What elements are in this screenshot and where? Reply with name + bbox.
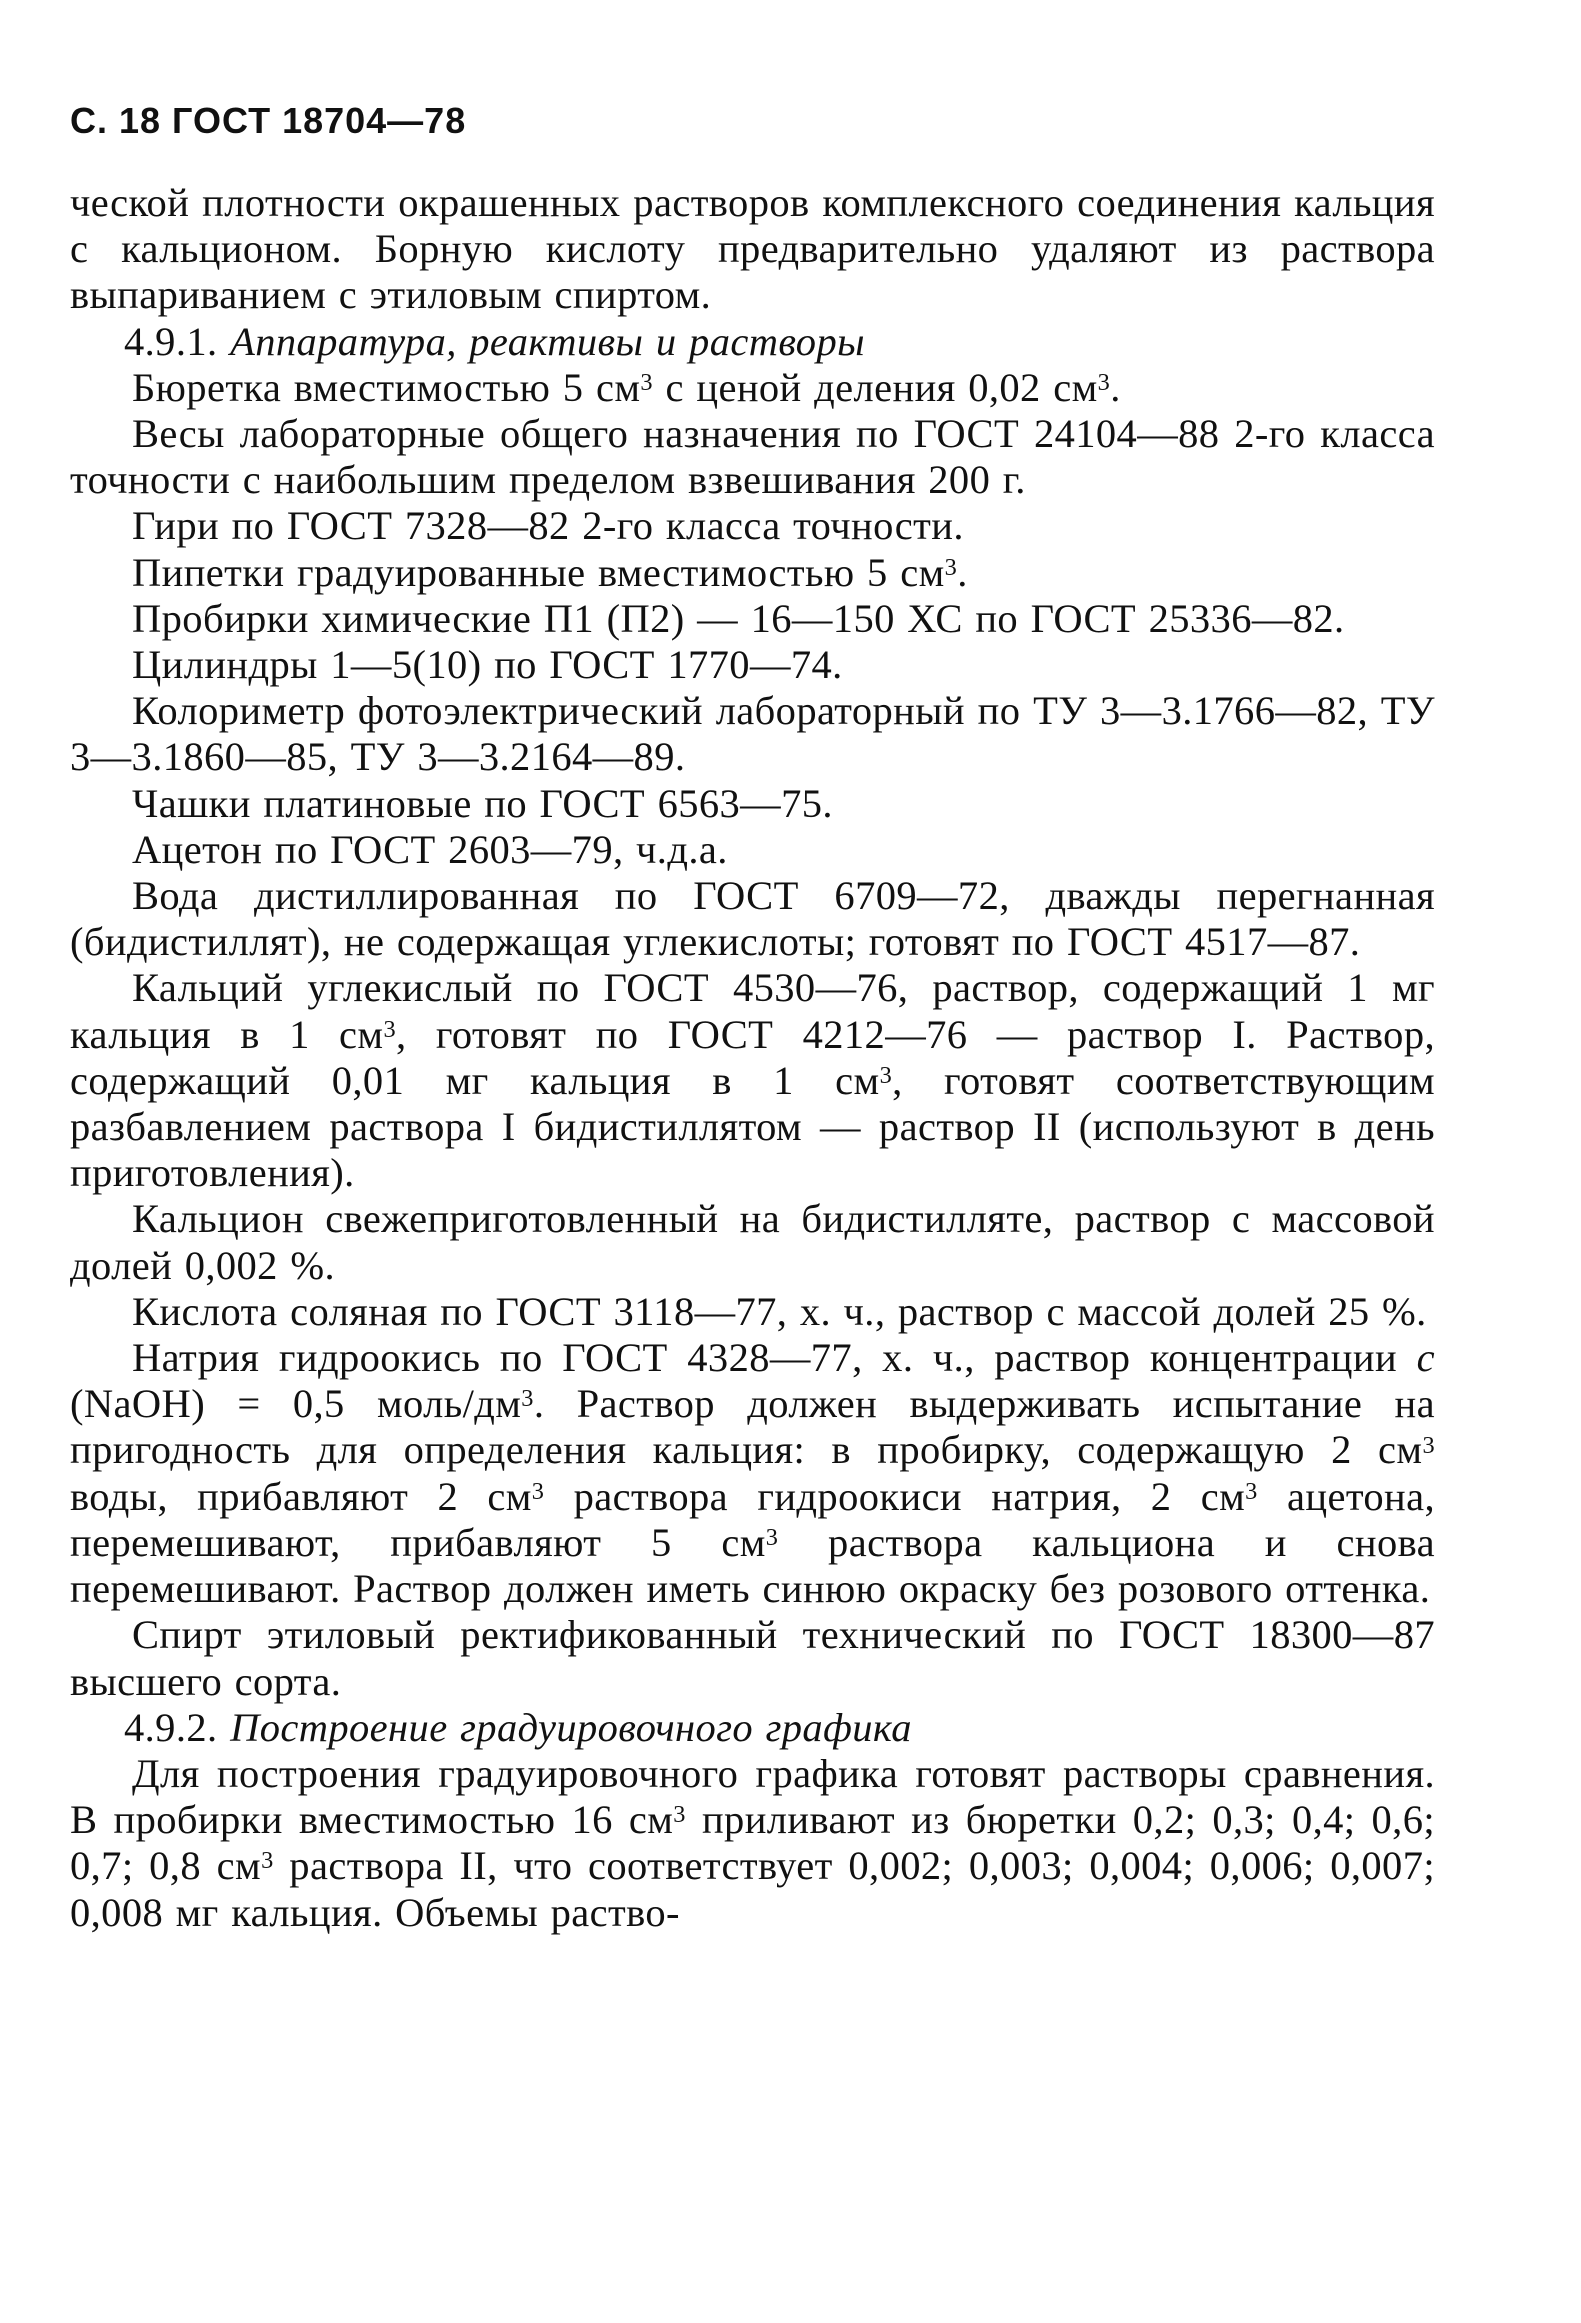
text-run: Пипетки градуированные вместимостью 5 см — [132, 549, 945, 595]
superscript: 3 — [1245, 1477, 1258, 1505]
text-run: Натрия гидроокись по ГОСТ 4328—77, х. ч., раствор концентрации — [132, 1335, 1417, 1381]
text-run: Бюретка вместимостью 5 см — [132, 364, 641, 410]
section-title: Аппаратура, реактивы и растворы — [230, 318, 865, 364]
superscript: 3 — [261, 1847, 274, 1875]
document-body — [70, 180, 1435, 1936]
paragraph-scales: Весы лабораторные общего назначения по ГОСТ 24104—88 2-го класса точности с наибольшим пределом взвешивания 200 г. — [70, 411, 1435, 503]
paragraph-ethyl-alcohol: Спирт этиловый ректификованный технический по ГОСТ 18300—87 высшего сорта. — [70, 1612, 1435, 1704]
text-run: с ценой деления 0,02 см — [652, 364, 1098, 410]
superscript: 3 — [521, 1385, 534, 1413]
superscript: 3 — [673, 1801, 686, 1829]
superscript: 3 — [640, 368, 653, 396]
paragraph-acetone: Ацетон по ГОСТ 2603—79, ч.д.а. — [132, 826, 728, 872]
paragraph-pipettes — [70, 550, 1435, 596]
text-run: раствора гидроокиси натрия, 2 см — [544, 1473, 1246, 1519]
paragraph-sodium-hydroxide — [70, 1335, 1435, 1612]
paragraph-calcium-carbonate — [70, 965, 1435, 1196]
section-number: 4.9.2. — [124, 1704, 231, 1750]
text-run: раствора II, что соответствует 0,002; 0,003; 0,004; 0,006; 0,007; 0,008 мг кальция. Объемы раство- — [70, 1843, 1435, 1935]
text-run: . Раствор должен выдерживать испытание на пригодность для определения кальция: в пробирку, содержащую 2 см — [70, 1381, 1435, 1473]
document-page — [70, 0, 1435, 2323]
text-run: , готовят соответствующим разбавлением раствора I бидистиллятом — раствор II (используют в день приготовления). — [70, 1057, 1435, 1196]
paragraph-distilled-water: Вода дистиллированная по ГОСТ 6709—72, дважды перегнанная (бидистиллят), не содержащая углекислоты; готовят по ГОСТ 4517—87. — [70, 873, 1435, 965]
paragraph-test-tubes: Пробирки химические П1 (П2) — 16—150 ХС по ГОСТ 25336—82. — [132, 595, 1345, 641]
paragraph-continuation: ческой плотности окрашенных растворов комплексного соединения кальция с кальционом. Борную кислоту предварительно удаляют из раствора выпариванием с этиловым спиртом. — [70, 180, 1435, 318]
text-run: ацетона, перемешивают, прибавляют 5 см — [70, 1473, 1436, 1565]
paragraph-calcion: Кальцион свежеприготовленный на бидистилляте, раствор с массовой долей 0,002 %. — [70, 1196, 1435, 1288]
paragraph-burette — [70, 365, 1435, 411]
text-run: . — [1110, 364, 1121, 410]
text-run: , готовят по ГОСТ 4212—76 — раствор I. Раствор, содержащий 0,01 мг кальция в 1 см — [70, 1011, 1435, 1103]
paragraph-weights: Гири по ГОСТ 7328—82 2-го класса точности. — [132, 503, 964, 549]
superscript: 3 — [944, 553, 958, 581]
superscript: 3 — [383, 1015, 397, 1043]
variable: c — [1416, 1335, 1435, 1381]
text-run: (NaOH) = 0,5 моль/дм — [70, 1381, 522, 1427]
paragraph-platinum-cups: Чашки платиновые по ГОСТ 6563—75. — [132, 780, 833, 826]
section-heading-4-9-2 — [70, 1705, 1435, 1751]
section-title: Построение градуировочного графика — [230, 1704, 912, 1750]
paragraph-calibration — [70, 1751, 1435, 1936]
text-run: Кальций углекислый по ГОСТ 4530—76, раствор, содержащий 1 мг кальция в 1 см — [70, 965, 1435, 1057]
superscript: 3 — [531, 1477, 545, 1505]
text-run: приливают из бюретки 0,2; 0,3; 0,4; 0,6; 0,7; 0,8 см — [70, 1797, 1436, 1889]
text-run: воды, прибавляют 2 см — [70, 1473, 532, 1519]
section-number: 4.9.1. — [124, 318, 231, 364]
paragraph-cylinders: Цилиндры 1—5(10) по ГОСТ 1770—74. — [132, 642, 843, 688]
superscript: 3 — [1097, 368, 1111, 396]
superscript: 3 — [879, 1061, 893, 1089]
page-header: С. 18 ГОСТ 18704—78 — [70, 100, 467, 141]
paragraph-colorimeter: Колориметр фотоэлектрический лабораторный по ТУ 3—3.1766—82, ТУ 3—3.1860—85, ТУ 3—3.2164—89. — [70, 688, 1435, 780]
superscript: 3 — [765, 1523, 779, 1551]
text-run: раствора кальциона и снова перемешивают. Раствор должен иметь синюю окраску без розового оттенка. — [70, 1519, 1436, 1612]
paragraph-hydrochloric-acid: Кислота соляная по ГОСТ 3118—77, х. ч., раствор с массой долей 25 %. — [132, 1288, 1427, 1334]
text-run: Для построения градуировочного графика готовят растворы сравнения. В пробирки вместимостью 16 см — [70, 1750, 1435, 1843]
superscript: 3 — [1422, 1431, 1435, 1459]
text-run: . — [957, 549, 968, 595]
section-heading-4-9-1 — [70, 319, 1435, 365]
